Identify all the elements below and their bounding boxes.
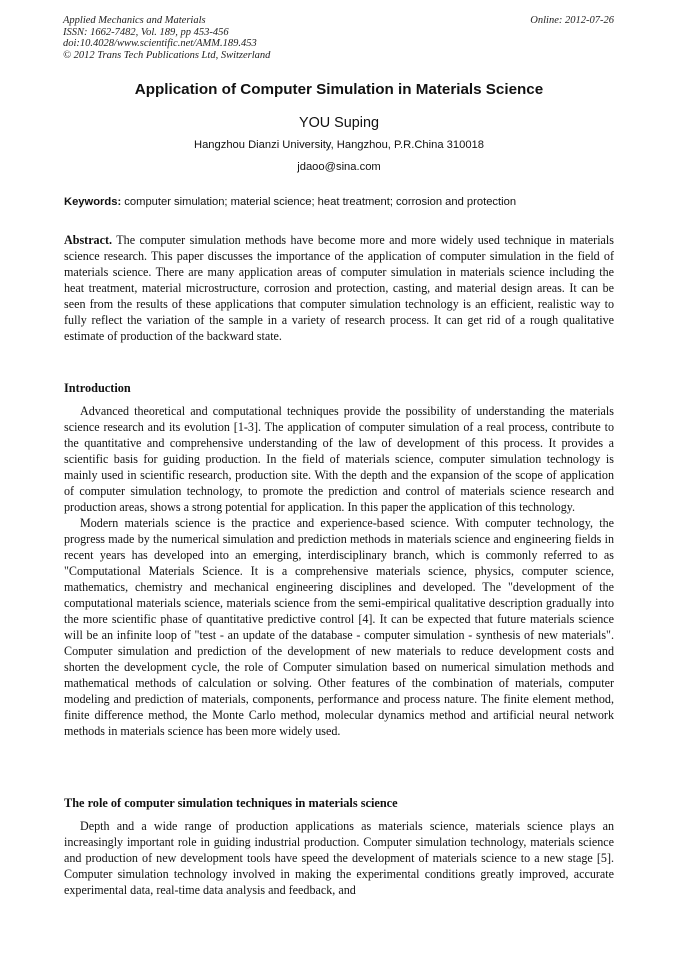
journal-header	[63, 15, 270, 61]
keywords-label: Keywords:	[64, 196, 122, 208]
section-heading-introduction: Introduction	[64, 381, 131, 395]
copyright-line: © 2012 Trans Tech Publications Ltd, Switzerland	[63, 49, 271, 61]
author-affiliation: Hangzhou Dianzi University, Hangzhou, P.R.China 310018	[193, 139, 484, 151]
keywords-text: computer simulation; material science; heat treatment; corrosion and protection	[121, 196, 517, 208]
doi-line: doi:10.4028/www.scientific.net/AMM.189.453	[63, 38, 257, 50]
introduction-paragraph-2: Modern materials science is the practice and experience-based science. With computer technology, the progress made by the numerical simulation and prediction methods in materials science and engineering fields in recent years has developed into an emerging, interdisciplinary branch, which is commonly referred to as "Computational Materials Science. It is a comprehensive materials science, physics, computer science, mathematics, chemistry and mechanical engineering disciplines and developed. The "development of the computational materials science, materials science from the semi-empirical qualitative description gradually into the more scientific phase of quantitative predictive control [4]. It can be expected that future materials science will be an infinite loop of "test - an update of the database - computer simulation - synthesis of new materials". Computer simulation and prediction of the development of new materials to reduce development costs and shorten the development cycle, the role of Computer simulation based on numerical simulation methods and mathematical methods of calculation or solving. Other features of the combination of materials, computer modeling and prediction of materials, components, performance and process nature. The finite element method, finite difference method, the Monte Carlo method, molecular dynamics method and artificial neural network methods in materials science has been more widely used.	[64, 516, 614, 738]
author-email: jdaoo@sina.com	[297, 161, 381, 173]
author-name: YOU Suping	[299, 115, 379, 131]
role-body	[64, 818, 614, 898]
journal-name: Applied Mechanics and Materials	[63, 15, 206, 26]
role-paragraph-1: Depth and a wide range of production applications as materials science, materials science plays an increasingly important role in guiding industrial production. Computer simulation technology, materials science and production of new development tools have speed the development of materials science to a new stage [5]. Computer simulation technology involved in making the experimental conditions greatly improved, accurate experimental data, real-time data analysis and feedback, and	[64, 819, 614, 897]
keywords-line	[64, 195, 616, 209]
section-heading-role: The role of computer simulation techniques in materials science	[64, 796, 398, 810]
introduction-body	[64, 403, 614, 739]
paper-title: Application of Computer Simulation in Materials Science	[134, 81, 544, 98]
issn-line: ISSN: 1662-7482, Vol. 189, pp 453-456	[63, 26, 229, 38]
abstract-label: Abstract.	[64, 233, 113, 247]
abstract-paragraph	[64, 232, 614, 344]
abstract-text: The computer simulation methods have become more and more widely used technique in materials science research. This paper discusses the importance of the application of computer simulation in the field of materials science. There are many application areas of computer simulation in materials science including the heat treatment, material microstructure, corrosion and protection, casting, and material design areas. It can be seen from the results of these applications that computer simulation technology is an efficient, realistic way to fully reflect the variation of the sample in a variety of research process. It can get rid of a rough qualitative estimate of production of the backward state.	[64, 233, 614, 343]
introduction-paragraph-1: Advanced theoretical and computational techniques provide the possibility of understanding the materials science research and its evolution [1-3]. The application of computer simulation of a real process, contribute to the quantitative and comprehensive understanding of the law of development of this process. It provides a scientific basis for guiding production. In the field of materials science, computer simulation technology is mainly used in scientific research, production site. With the depth and the expansion of the scope of application of computer simulation technology, to promote the prediction and control of materials science research and production areas, shows a strong potential for application. In this paper the application of this technology.	[64, 404, 614, 514]
abstract	[64, 232, 614, 344]
online-date: Online: 2012-07-26	[530, 15, 614, 26]
